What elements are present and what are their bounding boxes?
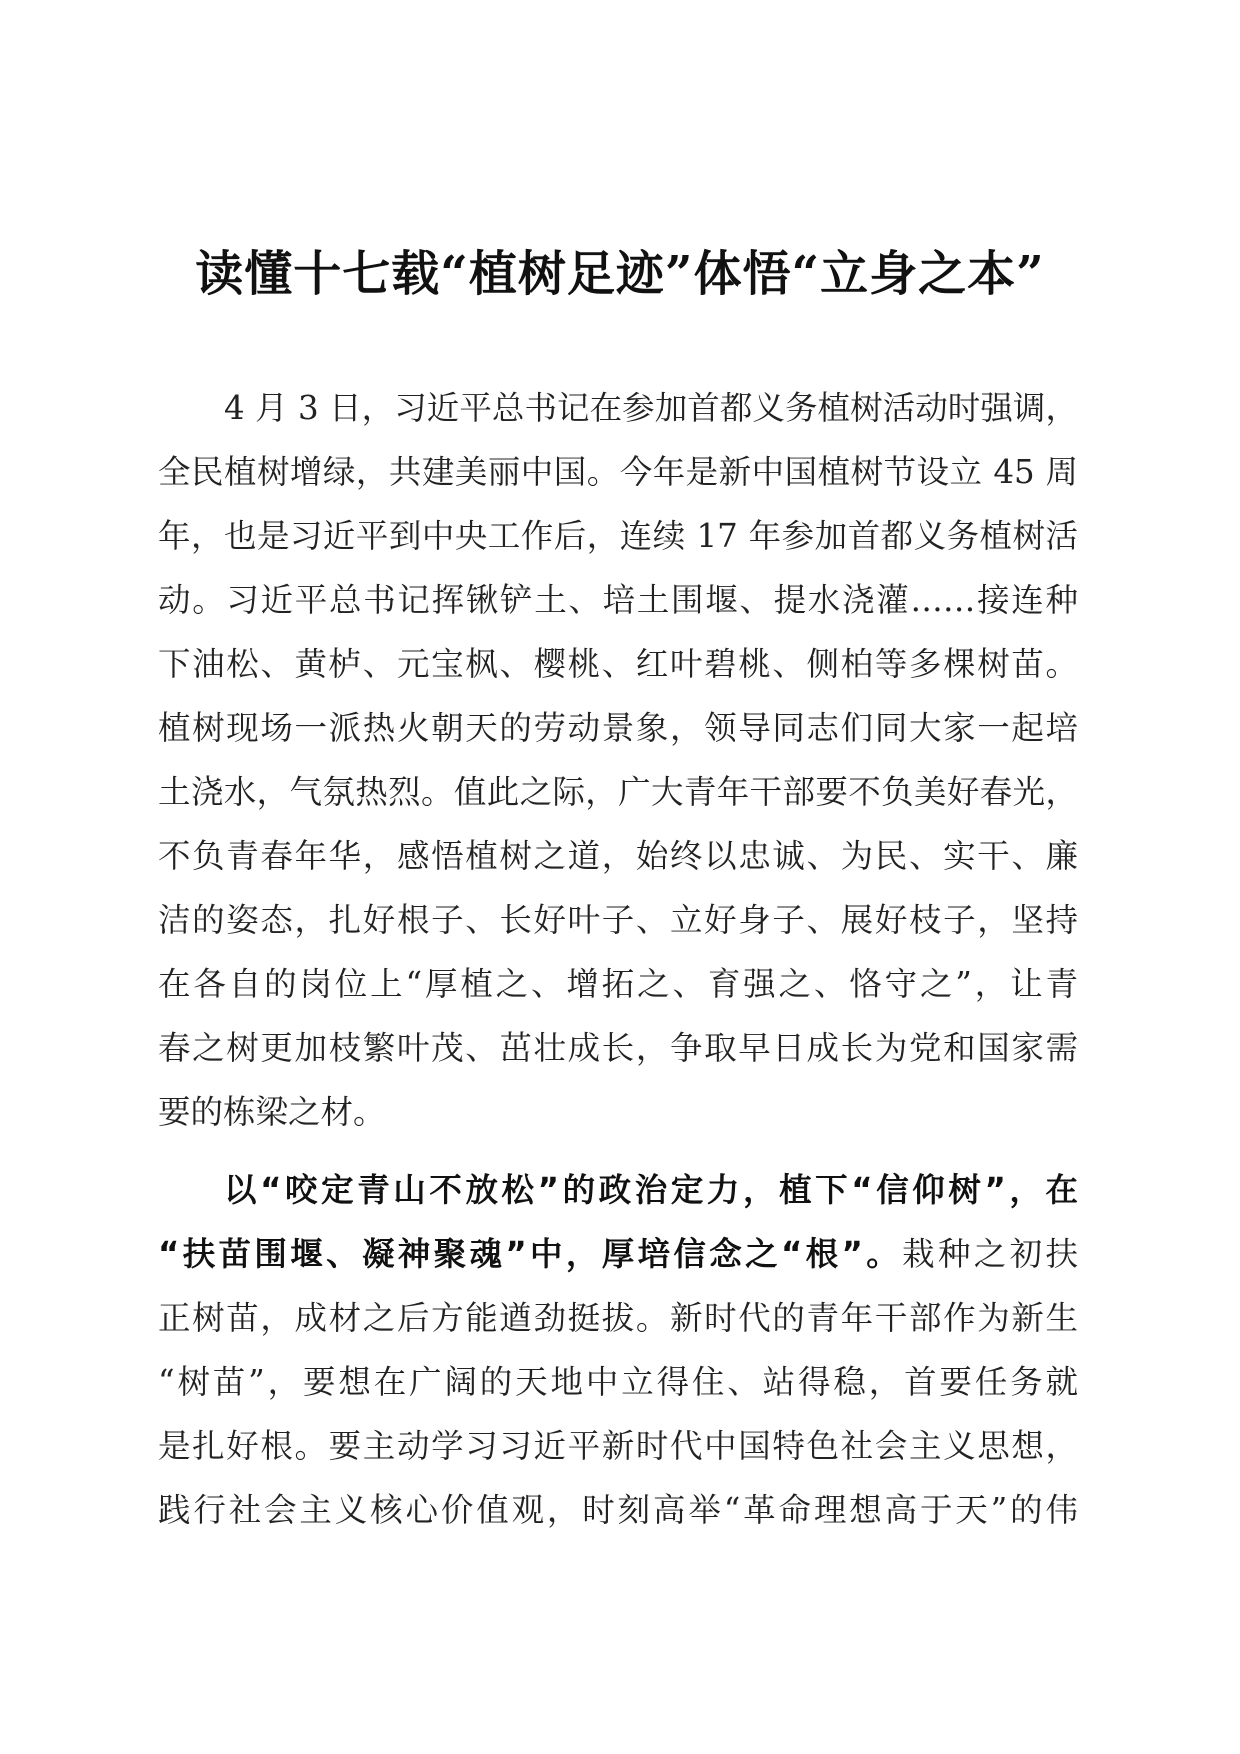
paragraph-line: 正树苗，成材之后方能遒劲挺拔。新时代的青年干部作为新生 xyxy=(158,1299,1078,1337)
paragraph-line: 要的栋梁之材。 xyxy=(158,1093,386,1131)
paragraph-line: 不负青春年华，感悟植树之道，始终以忠诚、为民、实干、廉 xyxy=(158,837,1078,875)
paragraph-line: 年，也是习近平到中央工作后，连续 17 年参加首都义务植树活 xyxy=(158,517,1078,555)
paragraph-text: 栽种之初扶 xyxy=(902,1235,1078,1273)
paragraph-heading-line: 以“咬定青山不放松”的政治定力，植下“信仰树”，在 xyxy=(224,1171,1078,1209)
paragraph-heading-text: “扶苗围堰、凝神聚魂”中，厚培信念之“根”。 xyxy=(158,1235,903,1273)
paragraph-line: 4 月 3 日，习近平总书记在参加首都义务植树活动时强调， xyxy=(224,389,1078,427)
paragraph-line: 全民植树增绿，共建美丽中国。今年是新中国植树节设立 45 周 xyxy=(158,453,1078,491)
paragraph-line: 是扎好根。要主动学习习近平新时代中国特色社会主义思想， xyxy=(158,1427,1078,1465)
paragraph-line: 践行社会主义核心价值观，时刻高举“革命理想高于天”的伟 xyxy=(158,1491,1078,1529)
paragraph-line: 洁的姿态，扎好根子、长好叶子、立好身子、展好枝子，坚持 xyxy=(158,901,1078,939)
paragraph-line xyxy=(158,1222,1078,1286)
paragraph-line: 植树现场一派热火朝天的劳动景象，领导同志们同大家一起培 xyxy=(158,709,1078,747)
paragraph-1 xyxy=(158,376,1078,1144)
paragraph-line: 下油松、黄栌、元宝枫、樱桃、红叶碧桃、侧柏等多棵树苗。 xyxy=(158,645,1078,683)
paragraph-line: 土浇水，气氛热烈。值此之际，广大青年干部要不负美好春光， xyxy=(158,773,1078,811)
paragraph-line: “树苗”，要想在广阔的天地中立得住、站得稳，首要任务就 xyxy=(158,1363,1078,1401)
paragraph-2 xyxy=(158,1158,1078,1542)
page-title: 读懂十七载“植树足迹”体悟“立身之本” xyxy=(195,246,1045,302)
paragraph-line: 在各自的岗位上“厚植之、增拓之、育强之、恪守之”，让青 xyxy=(158,965,1078,1003)
paragraph-line: 春之树更加枝繁叶茂、茁壮成长，争取早日成长为党和国家需 xyxy=(158,1029,1078,1067)
paragraph-line: 动。习近平总书记挥锹铲土、培土围堰、提水浇灌……接连种 xyxy=(158,581,1078,619)
